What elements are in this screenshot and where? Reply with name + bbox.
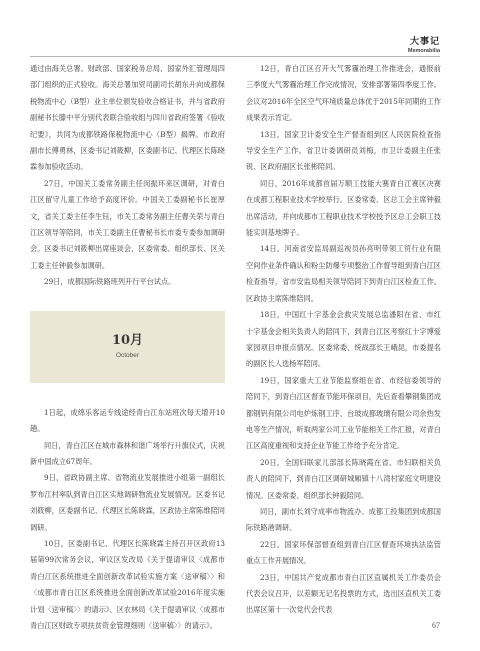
paragraph: 27日，中国关工委常务副主任闵振环来区调研，对青白江区留守儿童工作给予高度评价。中国关工委副秘书长崔厚文，省关工委主任李生钰，市关工委常务副主任曹关荣与青白江区领导等陪同，市关工委副主任曹秘书长市委专委参加调研会。区委书记刘筱柳出席座谈会，区委常委、组织部长、区关工委主任钟毅参加调研。 xyxy=(30,178,225,270)
paragraph: 12日，青白江区召开大气雾霾治理工作推进会，通报前三季度大气雾霾治理工作完成情况，安排部署第四季度工作。会议对2016年全区空气环境质量总体优于2015年同期的工作成果表示肯定。 xyxy=(246,64,441,123)
paragraph: 10日，区委副书记、代理区长陈晓霖主持召开区政府13届第99次常务会议，审议区发改局《关于提请审议〈成都市青白江区系统推进全面创新改革试验实施方案〈送审稿〉〉和〈成都市青白江区系统推进全面创新改革试验2016年度实施计划〈送审稿〉〉的请示》、区农林局《关于提请审议〈成都市青白江区财政专项扶贫资金管理细则〈送审稿〉〉的请示》。 xyxy=(30,538,225,630)
month-subtitle: October xyxy=(115,351,140,359)
page-number: 67 xyxy=(432,621,440,630)
paragraph: 13日，国家卫计委安全生产督查组到区人民医院检查指导安全生产工作。省卫计委调研员刘梅，市卫计委副主任张锐、区政府副区长张彬陪同。 xyxy=(246,129,441,172)
paragraph: 18日，中国红十字基金会救灾发展总监潘阳在省、市红十字基金会相关负责人的陪同下，到青白江区考察红十字博爱家园项目申报点情况。区委常委、统战部长王峨昆，市委提名的副区长人选杨军陪同。 xyxy=(246,310,441,369)
paragraph: 29日，成都国际铁路班列开行平台试点。 xyxy=(44,277,176,287)
right-column xyxy=(246,61,441,619)
paragraph: 23日，中国共产党成都市青白江区直属机关工作委员会代表会议召开，以差额无记名投票的方式，选出区直机关工委出席区第十一次党代会代表 xyxy=(246,572,441,615)
paragraph: 通过由海关总署、财政部、国家税务总局、国家外汇管理局四部门组织的正式验收。海关总署加贸司副司长胡东升向成都保税物流中心（B型）业主单位颁发验收合格证书，并与省政府副秘书长滕中平分别代表联合验收组与四川省政府签署《验收纪要》，共同为成都铁路保税物流中心（B型）揭牌。市政府副市长傅勇林，区委书记刘筱柳，区委副书记、代理区长陈晓霖参加验收活动。 xyxy=(30,64,225,172)
paragraph: 9日，省政协副主席、省物流业发展推进小组第一副组长罗布江村率队到青白江区实地调研物流业发展情况。区委书记刘筱柳，区委副书记、代理区长陈晓霖，区政协主席陈维陪同调研。 xyxy=(30,473,225,532)
paragraph: 同日，副市长刘守成率市物流办、成都工投集团到成都国际铁路港调研。 xyxy=(246,506,441,533)
paragraph: 14日，河南省安监局副巡视员孙亮明带领工贸行业有限空间作业条件确认和粉尘防爆专项整治工作督导组到青白江区检查指导，省市安监局相关领导陪同下到青白江区检查工作。区政协主席陈维陪同。 xyxy=(246,244,441,303)
paragraph: 20日，全国妇联家儿部部长陈晓霞在省、市妇联相关负责人的陪同下，到青白江区调研城厢镇十八湾村家庭文明建设情况。区委常委、组织部长钟毅陪同。 xyxy=(246,457,441,500)
paragraph: 同日，青白江区在城市森林和谐广场举行升旗仪式，庆祝新中国成立67周年。 xyxy=(30,440,225,466)
month-title: 10月 xyxy=(111,332,144,348)
header-title-cn: 大事记 xyxy=(409,37,440,47)
paragraph: 19日，国家重大工业节能监察组在省、市经信委领导的陪同下，到青白江区督查节能环保项目，先后查看攀钢集团成都钢钒有限公司电炉炼钢工序、台玻成都玻璃有限公司余热发电等生产情况，听取两家公司工业节能相关工作汇报，对青白江区高度重视和支持企业节能工作给予充分肯定。 xyxy=(246,375,441,451)
paragraph: 同日，2016年成都首届万顺工技能大赛青白江赛区决赛在成都工程职业技术学校举行。区委常委、区总工会主席钟毅出席活动，并向成都市工程职业技术学校授予区总工会职工技能实训基地牌子。 xyxy=(246,178,441,238)
month-heading-box xyxy=(30,311,225,383)
running-header xyxy=(408,34,440,54)
paragraph: 22日，国家环保部督查组到青白江区督查环境执法监管重点工作开展情况。 xyxy=(246,539,441,566)
header-divider xyxy=(30,56,440,57)
left-column xyxy=(30,61,225,634)
header-title-en: Memorabilia xyxy=(407,48,440,54)
paragraph: 1日起，成绵乐客运专线途经青白江东站班次每天增开10趟。 xyxy=(30,407,225,434)
